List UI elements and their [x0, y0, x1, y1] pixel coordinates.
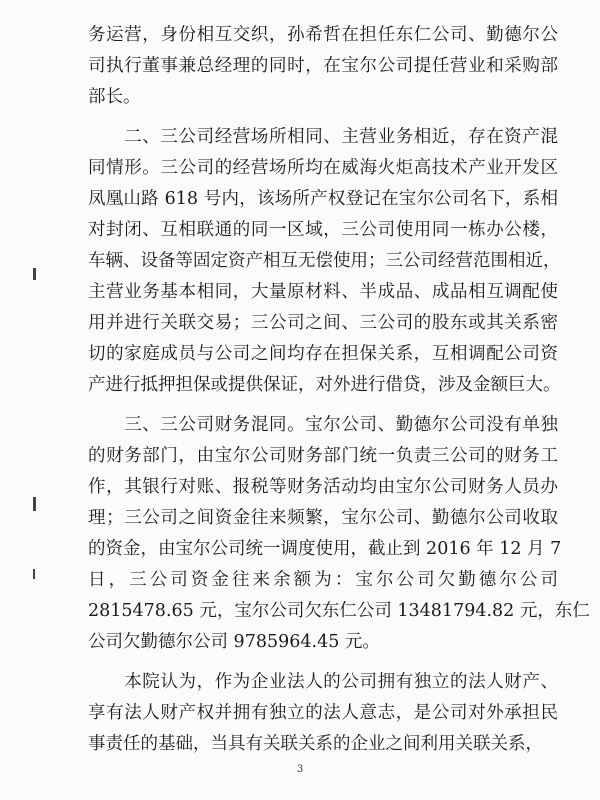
paragraph [88, 122, 561, 401]
text-line: 部长。 [88, 87, 141, 107]
scan-mark [33, 569, 35, 579]
text-line: 产进行抵押担保或提供保证，对外进行借贷，涉及金额巨大。 [88, 375, 561, 395]
text-line: 公司欠勤德尔公司 9785964.45 元。 [88, 632, 380, 652]
text-line: 凤凰山路 618 号内，该场所产权登记在宝尔公司名下，系相 [88, 189, 558, 209]
text-line: 切的家庭成员与公司之间均存在担保关系，互相调配公司资 [88, 344, 558, 364]
paragraph-gap [88, 658, 558, 667]
text-line: 二、三公司经营场所相同、主营业务相近，存在资产混 [88, 127, 558, 147]
text-line: 的资金，由宝尔公司统一调度使用，截止到 2016 年 12 月 7 [88, 539, 562, 559]
paragraph [88, 410, 590, 658]
text-line: 的财务部门，由宝尔公司财务部门统一负责三公司的财务工 [88, 446, 558, 466]
scan-mark [33, 268, 36, 280]
paragraph [88, 667, 558, 760]
paragraph [88, 20, 558, 113]
text-line: 司执行董事兼总经理的同时，在宝尔公司提任营业和采购部 [88, 56, 558, 76]
text-line: 务运营，身份相互交织，孙希哲在担任东仁公司、勤德尔公 [88, 25, 558, 45]
paragraph-gap [88, 401, 558, 410]
page-number: 3 [296, 764, 304, 775]
text-line: 车辆、设备等固定资产相互无偿使用；三公司经营范围相近， [88, 251, 561, 271]
text-line: 用并进行关联交易；三公司之间、三公司的股东或其关系密 [88, 313, 558, 333]
text-line: 事责任的基础，当具有关联关系的企业之间利用关联关系， [88, 734, 543, 754]
text-line: 对封闭、互相联通的同一区域，三公司使用同一栋办公楼， [88, 220, 558, 240]
text-line: 享有法人财产权并拥有独立的法人意志，是公司对外承担民 [88, 703, 558, 723]
text-line: 2815478.65 元，宝尔公司欠东仁公司 13481794.82 元，东仁 [88, 601, 590, 621]
text-line: 主营业务基本相同，大量原材料、半成品、成品相互调配使 [88, 282, 558, 302]
text-line: 同情形。三公司的经营场所均在威海火炬高技术产业开发区 [88, 158, 558, 178]
text-line: 理；三公司之间资金往来频繁，宝尔公司、勤德尔公司收取 [88, 508, 558, 528]
text-line: 作，其银行对账、报税等财务活动均由宝尔公司财务人员办 [88, 477, 558, 497]
paragraph-gap [88, 113, 558, 122]
text-line: 本院认为，作为企业法人的公司拥有独立的法人财产、 [88, 672, 558, 692]
document-body [88, 20, 590, 760]
text-line: 日，三公司资金往来余额为：宝尔公司欠勤德尔公司 [88, 570, 558, 590]
scan-mark [33, 497, 36, 511]
text-line: 三、三公司财务混同。宝尔公司、勤德尔公司没有单独 [88, 415, 558, 435]
